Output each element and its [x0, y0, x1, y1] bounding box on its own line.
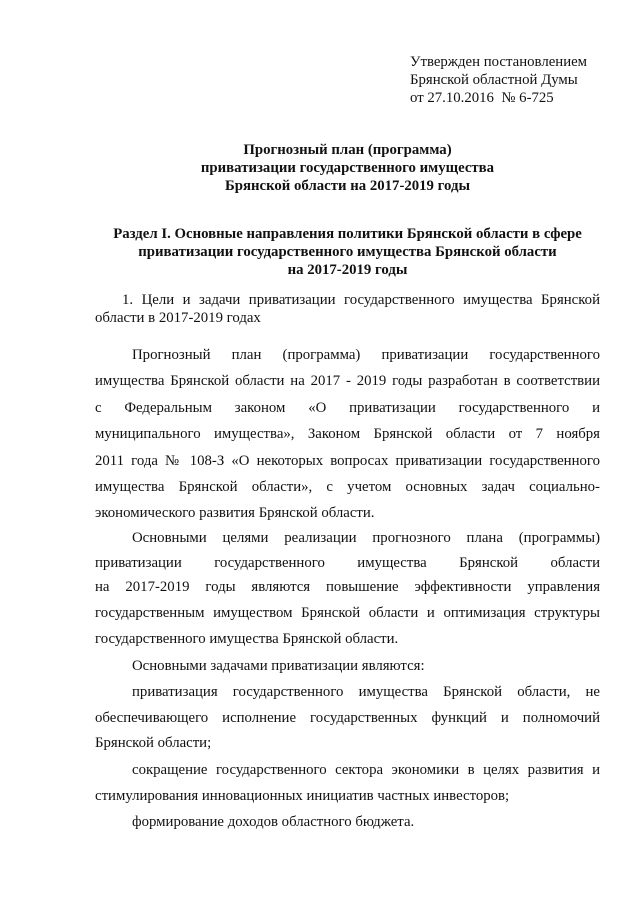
- paragraph-line: приватизации государственного имущества Брянской области: [95, 555, 600, 571]
- paragraph-line: имущества Брянской области на 2017 - 2019 годы разработан в соответствии: [95, 373, 600, 389]
- document-title-line: приватизации государственного имущества: [200, 160, 495, 176]
- paragraph-line: государственного имущества Брянской области.: [95, 631, 399, 647]
- paragraph-line: Брянской области;: [95, 735, 212, 751]
- section-heading-line: приватизации государственного имущества Брянской области: [138, 244, 557, 260]
- paragraph-line: государственным имуществом Брянской области и оптимизация структуры: [95, 605, 600, 621]
- paragraph-line: сокращение государственного сектора экономики в целях развития и: [132, 762, 600, 778]
- paragraph-line: с Федеральным законом «О приватизации государственного и: [95, 400, 600, 416]
- approval-date-number: от 27.10.2016 № 6-725: [410, 90, 554, 106]
- paragraph-line: стимулирования инновационных инициатив частных инвесторов;: [95, 788, 510, 804]
- paragraph-line: приватизация государственного имущества Брянской области, не: [132, 684, 600, 700]
- paragraph-line: Основными целями реализации прогнозного плана (программы): [132, 530, 600, 546]
- section-heading-line: на 2017-2019 годы: [287, 262, 408, 278]
- subsection-heading-line: области в 2017-2019 годах: [95, 310, 261, 326]
- document-title-line: Прогнозный план (программа): [243, 142, 452, 158]
- paragraph-line: обеспечивающего исполнение государственных функций и полномочий: [95, 710, 600, 726]
- paragraph-line: формирование доходов областного бюджета.: [132, 814, 415, 830]
- paragraph-line: имущества Брянской области», с учетом основных задач социально-: [95, 479, 600, 495]
- paragraph-line: 2011 года № 108-З «О некоторых вопросах приватизации государственного: [95, 453, 600, 469]
- document-title-line: Брянской области на 2017-2019 годы: [224, 178, 471, 194]
- approval-line: Утвержден постановлением: [410, 54, 588, 70]
- paragraph-line: Прогнозный план (программа) приватизации государственного: [132, 347, 600, 363]
- subsection-heading-line: 1. Цели и задачи приватизации государственного имущества Брянской: [122, 292, 600, 308]
- approval-line: Брянской областной Думы: [410, 72, 578, 88]
- paragraph-line: Основными задачами приватизации являются:: [132, 658, 425, 674]
- section-heading-line: Раздел I. Основные направления политики Брянской области в сфере: [113, 226, 582, 242]
- paragraph-line: муниципального имущества», Законом Брянской области от 7 ноября: [95, 426, 600, 442]
- paragraph-line: экономического развития Брянской области.: [95, 505, 375, 521]
- paragraph-line: на 2017-2019 годы являются повышение эффективности управления: [95, 579, 600, 595]
